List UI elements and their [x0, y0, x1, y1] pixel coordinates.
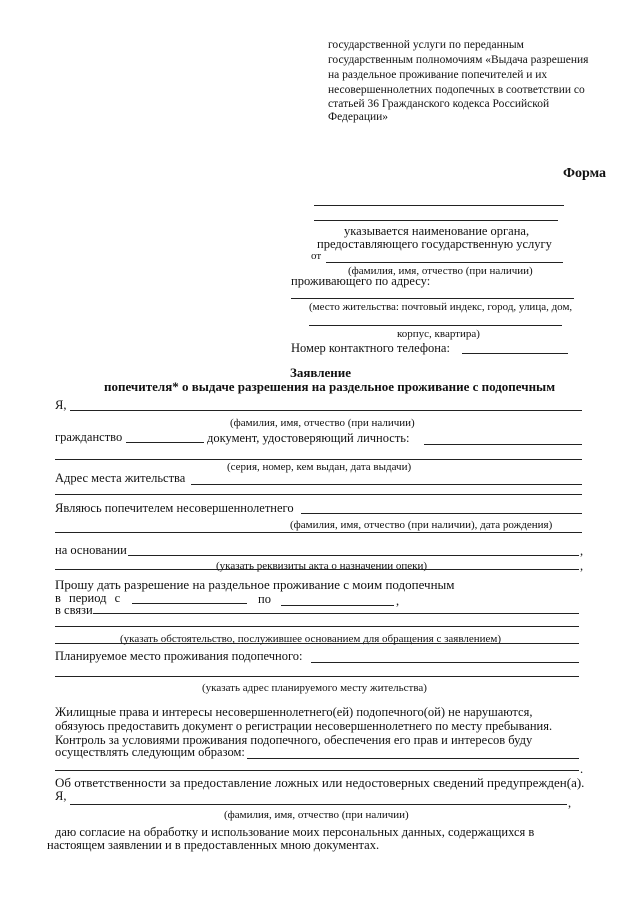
period-to-field[interactable] [281, 605, 394, 606]
applicant-fio-field[interactable] [70, 410, 582, 411]
document-title: Заявление [290, 365, 352, 380]
organ-name-line-2[interactable] [314, 220, 558, 221]
planned-field[interactable] [311, 662, 579, 663]
planned-field-2[interactable] [55, 676, 579, 677]
address-field-2[interactable] [309, 325, 562, 326]
address-hint: корпус, квартира) [397, 328, 480, 340]
fio-hint: (фамилия, имя, отчество (при наличии) [230, 417, 415, 429]
guardian-label: Являюсь попечителем несовершеннолетнего [55, 501, 294, 515]
header-line: Федерации» [328, 111, 389, 123]
address-hint: (место жительства: почтовый индекс, город, улица, дом, [309, 301, 573, 313]
organ-hint: указывается наименование органа, [344, 224, 530, 238]
id-doc-label: документ, удостоверяющий личность: [207, 431, 410, 445]
planned-hint: (указать адрес планируемого месту жительства) [202, 682, 427, 694]
id-doc-field-2[interactable] [55, 459, 582, 460]
ward-hint: (фамилия, имя, отчество (при наличии), дата рождения) [290, 519, 553, 531]
comma: , [568, 796, 572, 810]
citizenship-label: гражданство [55, 430, 123, 444]
organ-hint: предоставляющего государственную услугу [317, 237, 552, 251]
id-doc-hint: (серия, номер, кем выдан, дата выдачи) [227, 461, 412, 473]
reason-hint: (указать обстоятельство, послужившее основанием для обращения с заявлением) [120, 633, 502, 645]
basis-field-2[interactable] [55, 569, 579, 570]
phone-label: Номер контактного телефона: [291, 341, 450, 355]
residing-label: проживающего по адресу: [291, 274, 431, 288]
applicant-name-field[interactable] [326, 262, 563, 263]
fio-hint: (фамилия, имя, отчество (при наличии) [224, 809, 409, 821]
reason-field-3[interactable] [55, 643, 579, 644]
basis-hint: (указать реквизиты акта о назначении опеки) [216, 560, 428, 572]
address-field-1[interactable] [291, 298, 574, 299]
basis-label: на основании [55, 543, 127, 557]
rights-line: обязуюсь предоставить документ о регистрации несовершеннолетнего по месту пребывания. [55, 719, 553, 733]
address-field[interactable] [191, 484, 582, 485]
reason-label: в связи [55, 603, 93, 617]
basis-field[interactable] [128, 555, 579, 556]
manner-field-2[interactable] [55, 770, 579, 771]
manner-field[interactable] [247, 758, 579, 759]
period-mark: . [580, 762, 584, 776]
i-label-2: Я, [55, 789, 67, 803]
organ-name-line-1[interactable] [314, 205, 564, 206]
id-doc-field-1[interactable] [424, 444, 582, 445]
reason-field[interactable] [93, 613, 579, 614]
ward-field[interactable] [301, 513, 582, 514]
form-label: Форма [563, 166, 607, 181]
consent-line: даю согласие на обработку и использование моих персональных данных, содержащихся в [55, 825, 535, 839]
comma: , [580, 559, 584, 573]
reason-field-2[interactable] [55, 626, 579, 627]
header-line: государственным полномочиям «Выдача разрешения [328, 54, 589, 66]
request-line: Прошу дать разрешение на раздельное проживание с моим подопечным [55, 577, 455, 592]
from-label: от [311, 250, 322, 262]
ward-field-2[interactable] [55, 532, 582, 533]
document-subtitle: попечителя* о выдаче разрешения на раздельное проживание с подопечным [104, 379, 556, 394]
period-from-field[interactable] [132, 603, 247, 604]
comma: , [396, 594, 400, 608]
period-to-label: по [258, 592, 271, 606]
header-line: на раздельное проживание попечителей и их [328, 69, 548, 81]
header-line: государственной услуги по переданным [328, 39, 524, 51]
planned-label: Планируемое место проживания подопечного: [55, 649, 303, 663]
address-field-2[interactable] [55, 494, 582, 495]
manner-label: осуществлять следующим образом: [55, 745, 245, 759]
consent-fio-field[interactable] [70, 804, 567, 805]
header-line: несовершеннолетних подопечных в соответствии со [328, 84, 585, 96]
citizenship-field[interactable] [126, 442, 204, 443]
i-label: Я, [55, 398, 67, 412]
rights-line: Контроль за условиями проживания подопечного, обеспечения его прав и интересов буду [55, 733, 533, 747]
header-line: статьей 36 Гражданского кодекса Российской [328, 98, 550, 110]
period-label: в период с [55, 591, 121, 605]
comma: , [580, 544, 584, 558]
phone-field[interactable] [462, 353, 568, 354]
address-label: Адрес места жительства [55, 471, 186, 485]
consent-line: настоящем заявлении и в предоставленных мною документах. [47, 838, 380, 852]
fio-hint: (фамилия, имя, отчество (при наличии) [348, 265, 533, 277]
liability-line: Об ответственности за предоставление ложных или недостоверных сведений предупрежден(а). [55, 775, 585, 790]
rights-line: Жилищные права и интересы несовершеннолетнего(ей) подопечного(ой) не нарушаются, [55, 705, 533, 719]
